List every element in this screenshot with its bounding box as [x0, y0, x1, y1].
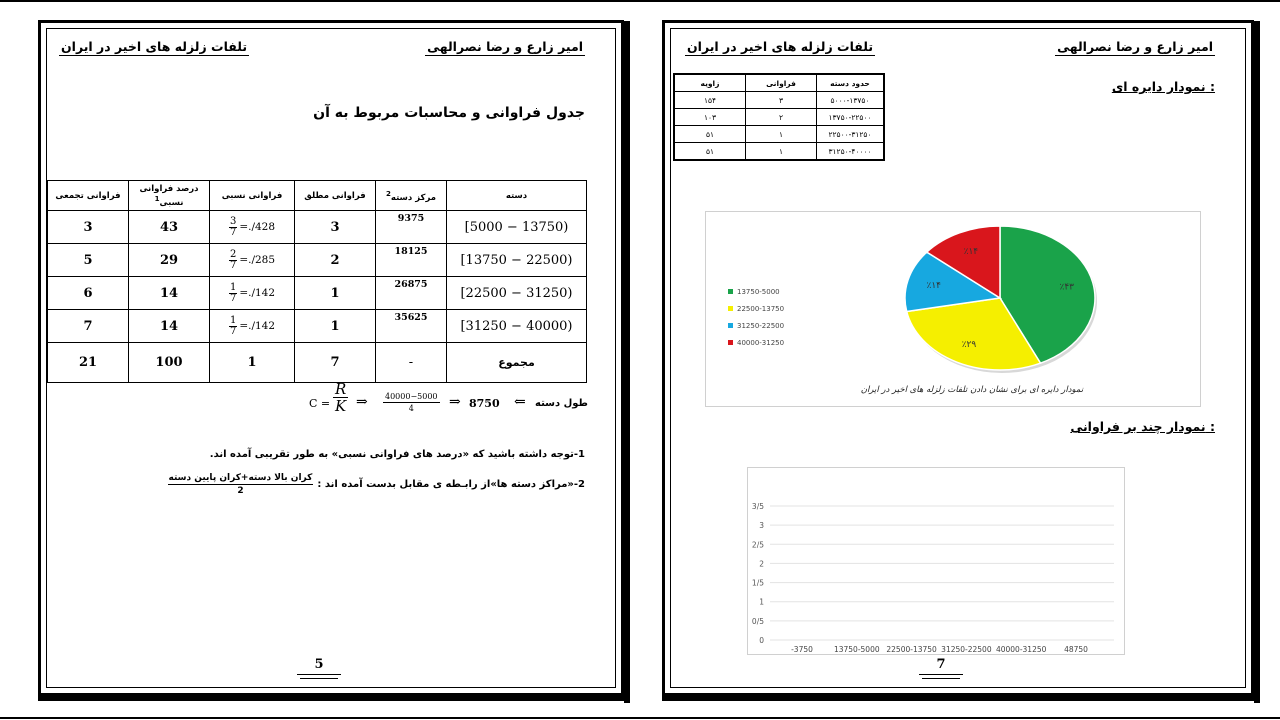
pie-section-title: نمودار دایره ای :	[1111, 79, 1215, 94]
x-tick-label: 48750	[1064, 645, 1088, 654]
cell-relative: $\frac{1}{7}$ =./142	[210, 310, 295, 343]
legend-swatch	[728, 340, 733, 345]
pie-title: نمودار دایره ای برای نشان دادن تلفات زلزله های اخیر در ایران	[860, 385, 1084, 395]
legend-label: 22500-13750	[737, 305, 785, 313]
table-row	[48, 310, 587, 343]
legend-swatch	[728, 306, 733, 311]
cell-cumulative: 3	[48, 211, 129, 244]
header-authors: امیر زارع و رضا نصرالهی	[427, 39, 583, 54]
cell-class: [31250 − 40000)	[447, 310, 587, 343]
cell-relative-percent: 14	[129, 310, 210, 343]
note-2-text: 2-«مراکز دسته ها»از رابـطه ی مقابل بدست آمده اند :	[317, 479, 585, 490]
cell-absolute: 1	[295, 277, 376, 310]
col-header-cumulative: فراوانی تجمعی	[48, 181, 129, 211]
header-topic: تلفات زلزله های اخیر در ایران	[61, 39, 248, 54]
y-tick-label: 2/5	[751, 540, 764, 550]
cell-center: 9375	[376, 211, 447, 244]
cell-absolute: 3	[295, 211, 376, 244]
formula-r-over-k: R K	[335, 380, 347, 415]
class-width-label: طول دسته	[535, 398, 588, 409]
x-tick-label: 40000-31250	[995, 645, 1047, 654]
page-number: 5	[289, 657, 349, 679]
total-relative-percent: 100	[129, 343, 210, 383]
cell-absolute: 2	[295, 244, 376, 277]
col-header-relative: فراوانی نسبی	[210, 181, 295, 211]
pie-data-label: ٪۱۴	[926, 281, 942, 292]
y-tick-label: 1/5	[751, 578, 764, 588]
y-tick-label: 1	[759, 597, 764, 607]
cell-relative-percent: 43	[129, 211, 210, 244]
cell-center: 26875	[376, 277, 447, 310]
page-shadow	[1254, 21, 1260, 703]
x-tick-label: 31250-22500	[941, 645, 992, 654]
page-title: جدول فراوانی و محاسبات مربوط به آن	[313, 105, 585, 121]
y-tick-label: 2	[759, 559, 764, 569]
line-chart	[748, 468, 1124, 654]
cell-relative-percent: 29	[129, 244, 210, 277]
legend-label: 40000-31250	[737, 339, 785, 347]
table-row	[48, 277, 587, 310]
pie-chart	[706, 212, 1200, 406]
table-row: ۱۰۳ ۲ ۱۳۷۵۰-۲۲۵۰۰	[674, 109, 884, 126]
cell-center: 18125	[376, 244, 447, 277]
page-number: 7	[911, 657, 971, 679]
x-tick-label: -3750	[791, 645, 813, 654]
line-section-title: نمودار چند بر فراوانی :	[1070, 419, 1215, 434]
col-header-angle: زاویه	[674, 74, 746, 92]
cell-relative: $\frac{2}{7}$ =./285	[210, 244, 295, 277]
total-center: -	[376, 343, 447, 383]
col-header-class: دسته	[447, 181, 587, 211]
cell-class: [22500 − 31250)	[447, 277, 587, 310]
arrow-icon: ⇐	[514, 394, 526, 410]
left-page	[38, 20, 624, 696]
formula-result: 8750	[469, 397, 500, 410]
table-row: ۱۵۴ ۳ ۵۰۰۰-۱۳۷۵۰	[674, 92, 884, 109]
table-row: ۵۱ ۱ ۳۱۲۵۰-۴۰۰۰۰	[674, 143, 884, 161]
col-header-class-range: حدود دسته	[817, 74, 885, 92]
formula-fraction: 40000−5000 4	[385, 392, 438, 413]
x-tick-label: 13750-5000	[833, 645, 880, 654]
cell-center: 35625	[376, 310, 447, 343]
col-header-frequency: فراوانی	[746, 74, 817, 92]
top-rule	[0, 0, 1280, 2]
cell-cumulative: 5	[48, 244, 129, 277]
cell-relative: $\frac{1}{7}$ =./142	[210, 277, 295, 310]
legend-swatch	[728, 323, 733, 328]
cell-relative-percent: 14	[129, 277, 210, 310]
total-label: مجموع	[447, 343, 587, 383]
cell-class: [5000 − 13750)	[447, 211, 587, 244]
frequency-table	[47, 180, 587, 383]
legend-swatch	[728, 289, 733, 294]
note-2	[168, 472, 585, 497]
table-row: ۵۱ ۱ ۲۲۵۰۰-۳۱۲۵۰	[674, 126, 884, 143]
pie-data-label: ٪۲۹	[961, 340, 977, 351]
x-tick-label: 22500-13750	[886, 645, 937, 654]
pie-data-label: ٪۱۴	[963, 247, 979, 258]
y-tick-label: 0	[759, 636, 764, 645]
y-tick-label: 0/5	[751, 616, 764, 626]
legend-label: 31250-22500	[737, 322, 785, 330]
line-chart-box	[747, 467, 1125, 655]
y-tick-label: 3	[759, 521, 764, 531]
cell-class: [13750 − 22500)	[447, 244, 587, 277]
note-1: 1-توجه داشته باشید که «درصد های فراوانی نسبی» به طور تقریبی آمده اند.	[209, 449, 585, 460]
table-row	[48, 211, 587, 244]
table-total-row	[48, 343, 587, 383]
class-width-formula	[309, 381, 599, 425]
total-relative: 1	[210, 343, 295, 383]
pie-data-label: ٪۴۳	[1059, 282, 1075, 293]
right-page	[662, 20, 1254, 696]
col-header-absolute: فراوانی مطلق	[295, 181, 376, 211]
cell-cumulative: 7	[48, 310, 129, 343]
arrow-icon: ⇒	[356, 394, 368, 410]
pie-chart-box	[705, 211, 1201, 407]
legend-label: 13750-5000	[737, 288, 780, 296]
cell-relative: $\frac{3}{7}$ =./428	[210, 211, 295, 244]
arrow-icon: ⇒	[449, 394, 461, 410]
total-cumulative: 21	[48, 343, 129, 383]
total-absolute: 7	[295, 343, 376, 383]
col-header-center: مرکز دسته$^2$	[376, 181, 447, 211]
cell-absolute: 1	[295, 310, 376, 343]
table-row	[48, 244, 587, 277]
header-topic: تلفات زلزله های اخیر در ایران	[687, 39, 874, 54]
col-header-relative-percent: درصد فراوانی نسبی$^1$	[129, 181, 210, 211]
cell-cumulative: 6	[48, 277, 129, 310]
formula-c: C =	[309, 397, 331, 410]
y-tick-label: 3/5	[751, 502, 764, 511]
note-2-fraction: کران بالا دسته+کران پایین دسته 2	[168, 473, 313, 496]
header-authors: امیر زارع و رضا نصرالهی	[1057, 39, 1213, 54]
pie-angle-table	[673, 73, 885, 161]
page-shadow	[624, 21, 630, 703]
bottom-rule	[0, 717, 1280, 719]
